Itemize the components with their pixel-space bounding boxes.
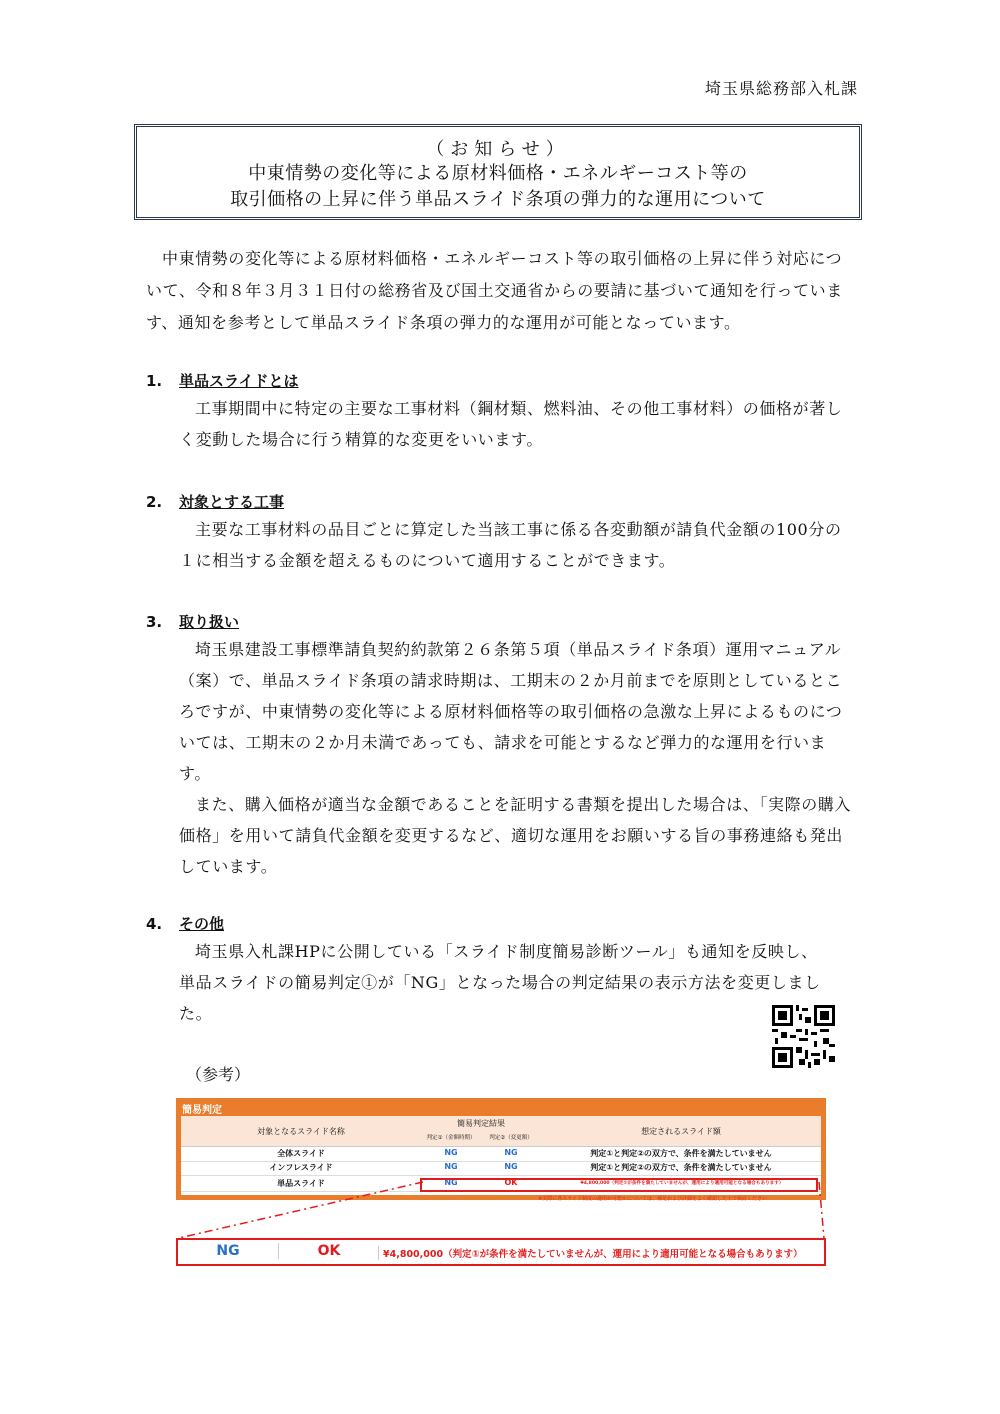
issuing-organization: 埼玉県総務部入札課 (704, 79, 858, 98)
table-row: インフレスライド NG NG 判定①と判定②の双方で、条件を満たしていません (181, 1162, 821, 1176)
zoom-guide-lines (176, 1180, 832, 1242)
section-body: 埼玉県入札課HPに公開している「スライド制度簡易診断ツール」も通知を反映し、単品スライドの簡易判定①が「NG」となった場合の判定結果の表示方法を変更しました。 (179, 942, 821, 1023)
table-row: 単品スライド NG OK ¥4,800,000（判定①が条件を満たしていませんが、運用により適用可能となる場合もあります） (181, 1178, 821, 1192)
notice-title-line-2: 取引価格の上昇に伴う単品スライド条項の弾力的な運用について (230, 189, 766, 210)
zoom-j2: OK (278, 1243, 379, 1259)
section-title: 対象とする工事 (179, 493, 285, 511)
section-number: 2. (146, 493, 163, 511)
notice-title-box (134, 124, 862, 220)
table-header-row (181, 1116, 821, 1147)
col-header-result: 簡易判定結果 (457, 1119, 505, 1128)
section-1 (146, 369, 858, 455)
section-number: 3. (146, 613, 163, 631)
section-body-2: また、購入価格が適当な金額であることを証明する書類を提出した場合は、「実際の購入価格」を用いて請負代金額を変更するなど、適切な運用をお願いする旨の事務連絡も発出しています。 (179, 795, 852, 876)
table-note: ※実際に各スライド制度の適用が可能かについては、補足および詳細をよく確認した上で検討ください (538, 1196, 767, 1202)
qr-code-icon[interactable] (772, 1005, 835, 1068)
reference-label: （参考） (186, 1065, 251, 1084)
section-title: 取り扱い (179, 613, 240, 631)
section-3 (146, 610, 858, 882)
table-row: 全体スライド NG NG 判定①と判定②の双方で、条件を満たしていません (181, 1148, 821, 1162)
notice-title-line-1: 中東情勢の変化等による原材料価格・エネルギーコスト等の (248, 163, 748, 184)
section-body: 主要な工事材料の品目ごとに算定した当該工事に係る各変動額が請負代金額の100分の１に相当する金額を超えるものについて適用することができます。 (179, 520, 842, 570)
section-body: 工事期間中に特定の主要な工事材料（鋼材類、燃料油、その他工事材料）の価格が著しく変動した場合に行う精算的な変更をいいます。 (179, 399, 843, 449)
section-4 (146, 912, 858, 1029)
col-header-name: 対象となるスライド名称 (257, 1127, 345, 1136)
col-header-amount: 想定されるスライド額 (641, 1127, 721, 1136)
section-title: 単品スライドとは (179, 372, 299, 390)
section-title: その他 (179, 915, 225, 933)
section-body: 埼玉県建設工事標準請負契約約款第２６条第５項（単品スライド条項）運用マニュアル（案）で、単品スライド条項の請求時期は、工期末の２か月前までを原則としているところですが、中東情勢の変化等による原材料価格等の取引価格の急激な上昇によるものについては、工期末の２か月未満であっても、請求を可能とするなど弾力的な運用を行います。 (179, 640, 843, 783)
col-header-j1: 判定①（金額時期） (426, 1135, 476, 1141)
zoomed-result-row (176, 1238, 826, 1266)
col-header-j2: 判定②（変更額） (489, 1135, 533, 1141)
zoom-amount-message: ¥4,800,000（判定①が条件を満たしていませんが、運用により適用可能となる場合もあります） (378, 1246, 803, 1260)
notice-label: （お知らせ） (426, 139, 570, 160)
section-2 (146, 490, 858, 576)
intro-text: 中東情勢の変化等による原材料価格・エネルギーコスト等の取引価格の上昇に伴う対応について、令和８年３月３１日付の総務省及び国土交通省からの要請に基づいて通知を行っています、通知を参考として単品スライド条項の弾力的な運用が可能となっています。 (146, 249, 843, 332)
table-title: 簡易判定 (182, 1105, 222, 1116)
section-number: 1. (146, 372, 163, 390)
zoom-j1: NG (216, 1243, 240, 1259)
intro-paragraph (146, 243, 858, 339)
section-number: 4. (146, 915, 163, 933)
